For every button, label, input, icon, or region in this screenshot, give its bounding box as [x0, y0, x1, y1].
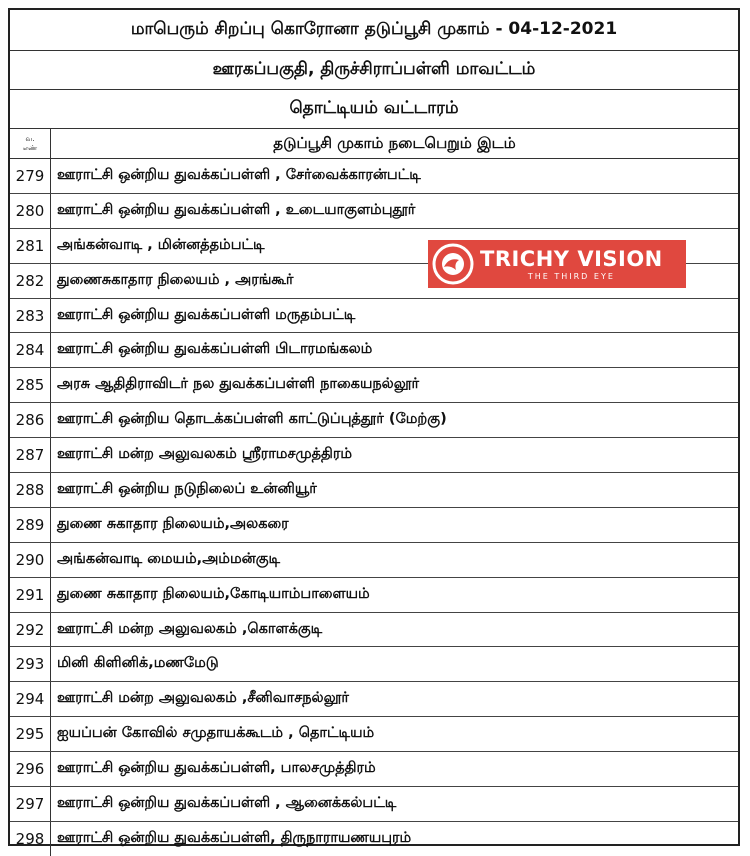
camp-location: ஊராட்சி ஒன்றிய துவக்கப்பள்ளி, திருநாராயணயபுரம்: [57, 829, 412, 846]
camp-location: ஊராட்சி ஒன்றிய நடுநிலைப் உன்னியூர்: [57, 480, 317, 497]
camp-location: அரசு ஆதிதிராவிடர் நல துவக்கப்பள்ளி நாகையநல்லூர்: [57, 376, 420, 393]
serial-number: 283: [10, 299, 51, 333]
serial-number: 280: [10, 194, 51, 228]
table-row: [10, 578, 738, 613]
table-row: [10, 438, 738, 473]
table-row: [10, 473, 738, 508]
serial-header-bottom: எண்: [22, 143, 38, 152]
serial-header-top: வ.: [25, 134, 35, 143]
serial-number: 284: [10, 333, 51, 367]
camp-location: ஊராட்சி ஒன்றிய துவக்கப்பள்ளி , ஆனைக்கல்பட்டி: [57, 794, 397, 811]
serial-number: 295: [10, 717, 51, 751]
serial-number: 279: [10, 159, 51, 193]
table-row: [10, 333, 738, 368]
serial-number: 282: [10, 264, 51, 298]
table-row: [10, 613, 738, 648]
page-title: மாபெரும் சிறப்பு கொரோனா தடுப்பூசி முகாம் - 04-12-2021: [10, 10, 738, 51]
table-row: [10, 647, 738, 682]
table-row: [10, 752, 738, 787]
serial-number: 298: [10, 822, 51, 856]
serial-number: 287: [10, 438, 51, 472]
camp-location: ஊராட்சி ஒன்றிய துவக்கப்பள்ளி , சேர்வைக்காரன்பட்டி: [57, 166, 421, 183]
serial-number: 293: [10, 647, 51, 681]
table-row: [10, 787, 738, 822]
table-row: [10, 403, 738, 438]
camp-location: ஊராட்சி ஒன்றிய துவக்கப்பள்ளி மருதம்பட்டி: [57, 306, 356, 323]
serial-number: 292: [10, 613, 51, 647]
watermark-tagline: THE THIRD EYE: [527, 272, 615, 281]
column-header-row: [10, 129, 738, 159]
table-row: [10, 822, 738, 856]
camp-location: துணை சுகாதார நிலையம்,அலகரை: [57, 515, 289, 532]
eye-logo-icon: [430, 241, 476, 287]
table-row: [10, 368, 738, 403]
camp-location: ஊராட்சி ஒன்றிய தொடக்கப்பள்ளி காட்டுப்புத்தூர் (மேற்கு): [57, 411, 447, 428]
region-heading: ஊரகப்பகுதி, திருச்சிராப்பள்ளி மாவட்டம்: [10, 51, 738, 90]
serial-number: 288: [10, 473, 51, 507]
table-row: [10, 682, 738, 717]
serial-number: 281: [10, 229, 51, 263]
camp-location: ஊராட்சி ஒன்றிய துவக்கப்பள்ளி, பாலசமுத்திரம்: [57, 760, 376, 777]
serial-number: 297: [10, 787, 51, 821]
serial-column-header: [10, 129, 51, 158]
table-row: [10, 717, 738, 752]
watermark-brand: TRICHY VISION: [480, 247, 663, 271]
table-row: [10, 299, 738, 334]
camp-location: ஊராட்சி மன்ற அலுவலகம் ஸ்ரீராமசமுத்திரம்: [57, 446, 353, 463]
camp-location: ஊராட்சி மன்ற அலுவலகம் ,கொளக்குடி: [57, 620, 323, 637]
watermark-logo: [428, 240, 686, 288]
table-row: [10, 508, 738, 543]
table-row: [10, 194, 738, 229]
camp-location: ஊராட்சி ஒன்றிய துவக்கப்பள்ளி பிடாரமங்கலம்: [57, 341, 373, 358]
camp-location: அங்கன்வாடி , மின்னத்தம்பட்டி: [57, 236, 265, 253]
serial-number: 286: [10, 403, 51, 437]
serial-number: 296: [10, 752, 51, 786]
camp-location: ஊராட்சி மன்ற அலுவலகம் ,சீனிவாசநல்லூர்: [57, 690, 349, 707]
camp-location: மினி கிளினிக்,மணமேடு: [57, 655, 219, 672]
camp-location: அங்கன்வாடி மையம்,அம்மன்குடி: [57, 550, 281, 567]
camp-location: துணை சுகாதார நிலையம்,கோடியாம்பாளையம்: [57, 585, 370, 602]
block-heading: தொட்டியம் வட்டாரம்: [10, 90, 738, 129]
camp-location: ஊராட்சி ஒன்றிய துவக்கப்பள்ளி , உடையாகுளம்புதூர்: [57, 201, 416, 218]
table-row: [10, 543, 738, 578]
serial-number: 290: [10, 543, 51, 577]
serial-number: 291: [10, 578, 51, 612]
camp-location: துணைசுகாதார நிலையம் , அரங்கூர்: [57, 271, 294, 288]
table-row: [10, 159, 738, 194]
camp-location: ஐயப்பன் கோவில் சமுதாயக்கூடம் , தொட்டியம்: [57, 725, 375, 742]
schedule-table: [8, 8, 740, 846]
serial-number: 289: [10, 508, 51, 542]
serial-number: 285: [10, 368, 51, 402]
serial-number: 294: [10, 682, 51, 716]
place-column-header: தடுப்பூசி முகாம் நடைபெறும் இடம்: [273, 133, 516, 152]
